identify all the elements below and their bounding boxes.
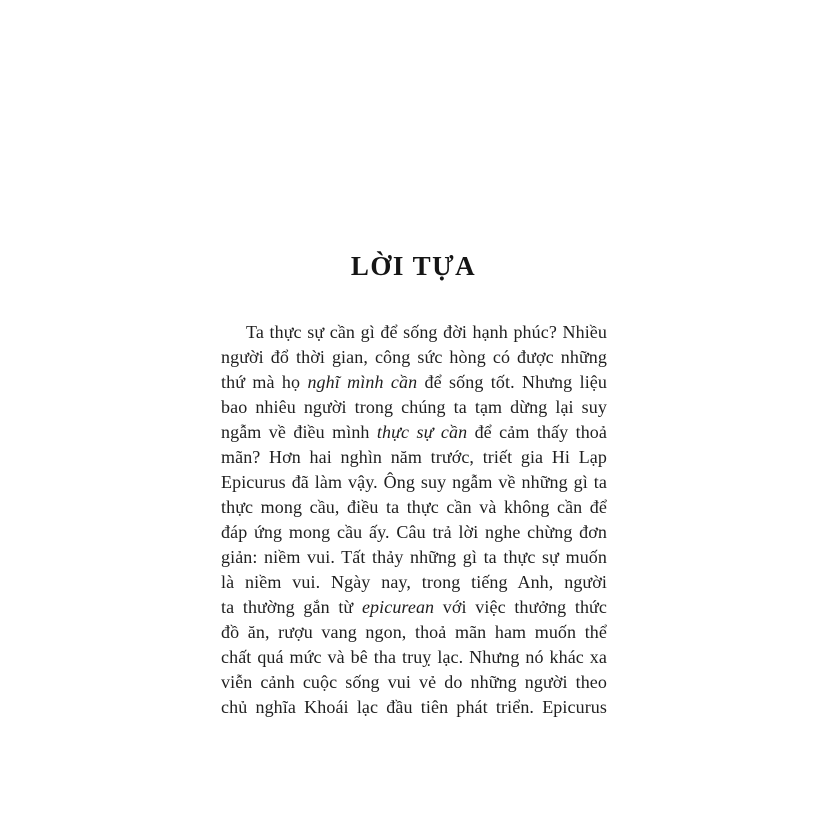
text-segment: mãn? Hơn hai nghìn năm trước, triết gia Hi Lạp [221, 447, 607, 467]
text-segment: để cảm thấy thoả [467, 422, 607, 442]
text-line [221, 545, 607, 570]
text-line [221, 420, 607, 445]
text-segment: ngẫm về điều mình [221, 422, 377, 442]
text-segment: là niềm vui. Ngày nay, trong tiếng Anh, người [221, 572, 607, 592]
text-segment: ta thường gắn từ [221, 597, 362, 617]
text-line [221, 695, 607, 720]
text-line [221, 520, 607, 545]
text-line [221, 370, 607, 395]
text-segment: với việc thưởng thức [434, 597, 607, 617]
text-segment: thứ mà họ [221, 372, 308, 392]
paragraph [221, 320, 607, 720]
text-line [221, 495, 607, 520]
text-segment: người đổ thời gian, công sức hòng có được những [221, 347, 607, 367]
text-line [221, 570, 607, 595]
text-line [221, 670, 607, 695]
text-segment: Ta thực sự cần gì để sống đời hạnh phúc? Nhiều [246, 322, 607, 342]
text-segment: bao nhiêu người trong chúng ta tạm dừng lại suy [221, 397, 607, 417]
text-line [221, 645, 607, 670]
text-line [221, 470, 607, 495]
text-line [221, 345, 607, 370]
text-segment: chủ nghĩa Khoái lạc đầu tiên phát triển. Epicurus [221, 697, 607, 717]
italic-term: nghĩ mình cần [307, 372, 418, 392]
text-line [221, 445, 607, 470]
text-line [221, 595, 607, 620]
text-line [221, 620, 607, 645]
text-segment: giản: niềm vui. Tất thảy những gì ta thực sự muốn [221, 547, 607, 567]
text-segment: để sống tốt. Nhưng liệu [417, 372, 607, 392]
italic-term: epicurean [361, 597, 435, 617]
text-segment: viễn cảnh cuộc sống vui vẻ do những người theo [221, 672, 607, 692]
chapter-title: LỜI TỰA [350, 251, 477, 281]
text-segment: Epicurus đã làm vậy. Ông suy ngẫm về những gì ta [221, 472, 607, 492]
text-line [221, 320, 607, 345]
text-segment: đáp ứng mong cầu ấy. Câu trả lời nghe chừng đơn [221, 522, 607, 542]
text-segment: chất quá mức và bê tha truỵ lạc. Nhưng nó khác xa [221, 647, 607, 667]
text-segment: thực mong cầu, điều ta thực cần và không cần để [221, 497, 607, 517]
text-line [221, 395, 607, 420]
text-segment: đồ ăn, rượu vang ngon, thoả mãn ham muốn thể [221, 622, 607, 642]
italic-term: thực sự cần [376, 422, 468, 442]
